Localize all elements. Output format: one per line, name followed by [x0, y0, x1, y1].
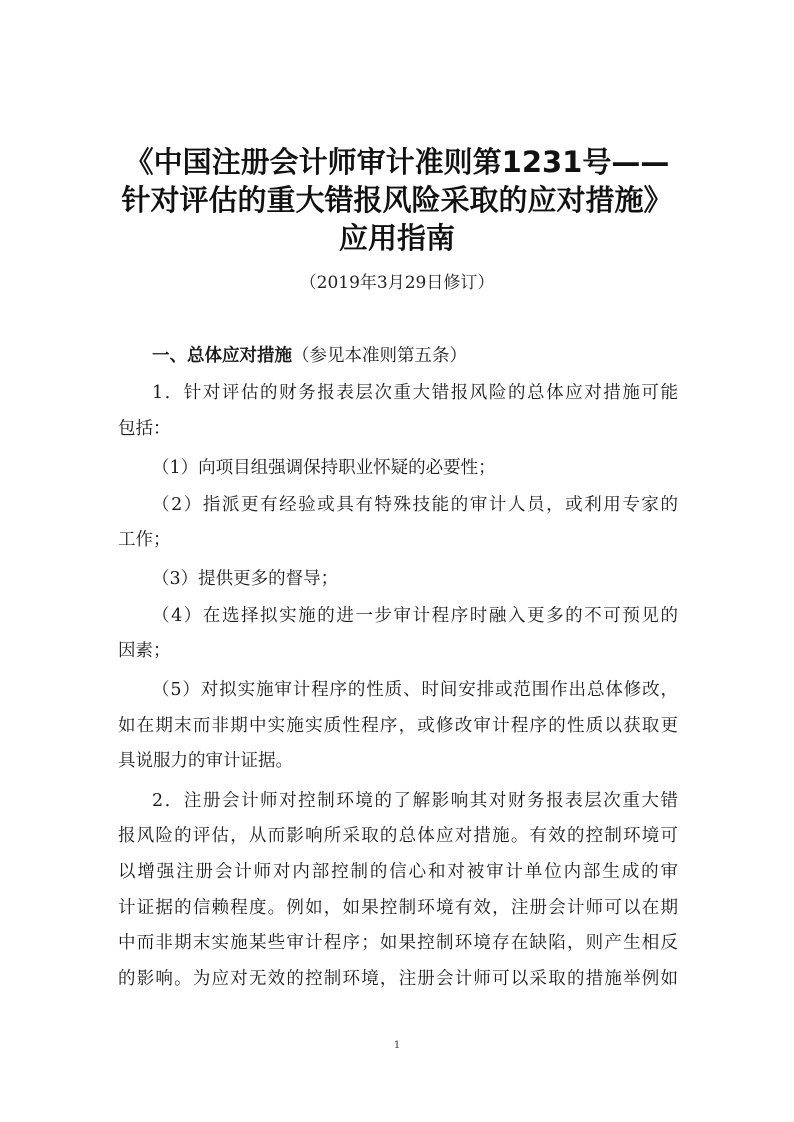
paragraph-line: 1．针对评估的财务报表层次重大错报风险的总体应对措施可能: [152, 383, 678, 403]
list-item: （2）指派更有经验或具有特殊技能的审计人员，或利用专家的: [152, 495, 678, 515]
section-heading-reference: （参见本准则第五条）: [292, 346, 467, 366]
paragraph-line: 计证据的信赖程度。例如，如果控制环境有效，注册会计师可以在期: [118, 898, 678, 918]
page-number: 1: [393, 1040, 401, 1051]
section-heading-title: 一、总体应对措施: [152, 346, 292, 366]
paragraph-line: 报风险的评估，从而影响所采取的总体应对措施。有效的控制环境可: [118, 826, 678, 846]
list-item: （5）对拟实施审计程序的性质、时间安排或范围作出总体修改，: [152, 680, 678, 700]
title-line-3: 应用指南: [338, 221, 455, 255]
paragraph-line: 如在期末而非期中实施实质性程序，或修改审计程序的性质以获取更: [118, 716, 678, 736]
title-line-1: 《中国注册会计师审计准则第1231号——: [124, 145, 670, 179]
paragraph-line: 以增强注册会计师对内部控制的信心和对被审计单位内部生成的审: [118, 862, 678, 882]
paragraph-line: 的影响。为应对无效的控制环境，注册会计师可以采取的措施举例如: [118, 969, 678, 989]
paragraph-line: 中而非期末实施某些审计程序；如果控制环境存在缺陷，则产生相反: [118, 933, 678, 953]
title-line-2: 针对评估的重大错报风险采取的应对措施》: [121, 183, 673, 217]
revision-date: （2019年3月29日修订）: [299, 273, 495, 293]
paragraph-line: 2．注册会计师对控制环境的了解影响其对财务报表层次重大错: [152, 791, 678, 811]
paragraph-line: 包括：: [118, 419, 171, 439]
paragraph-line: 因素；: [118, 641, 171, 661]
list-item: （4）在选择拟实施的进一步审计程序时融入更多的不可预见的: [152, 606, 678, 626]
paragraph-line: 工作；: [118, 530, 171, 550]
list-item: （3）提供更多的督导；: [152, 569, 339, 589]
paragraph-line: 具说服力的审计证据。: [118, 751, 293, 771]
section-heading: [152, 343, 678, 369]
list-item: （1）向项目组强调保持职业怀疑的必要性；: [152, 458, 496, 478]
